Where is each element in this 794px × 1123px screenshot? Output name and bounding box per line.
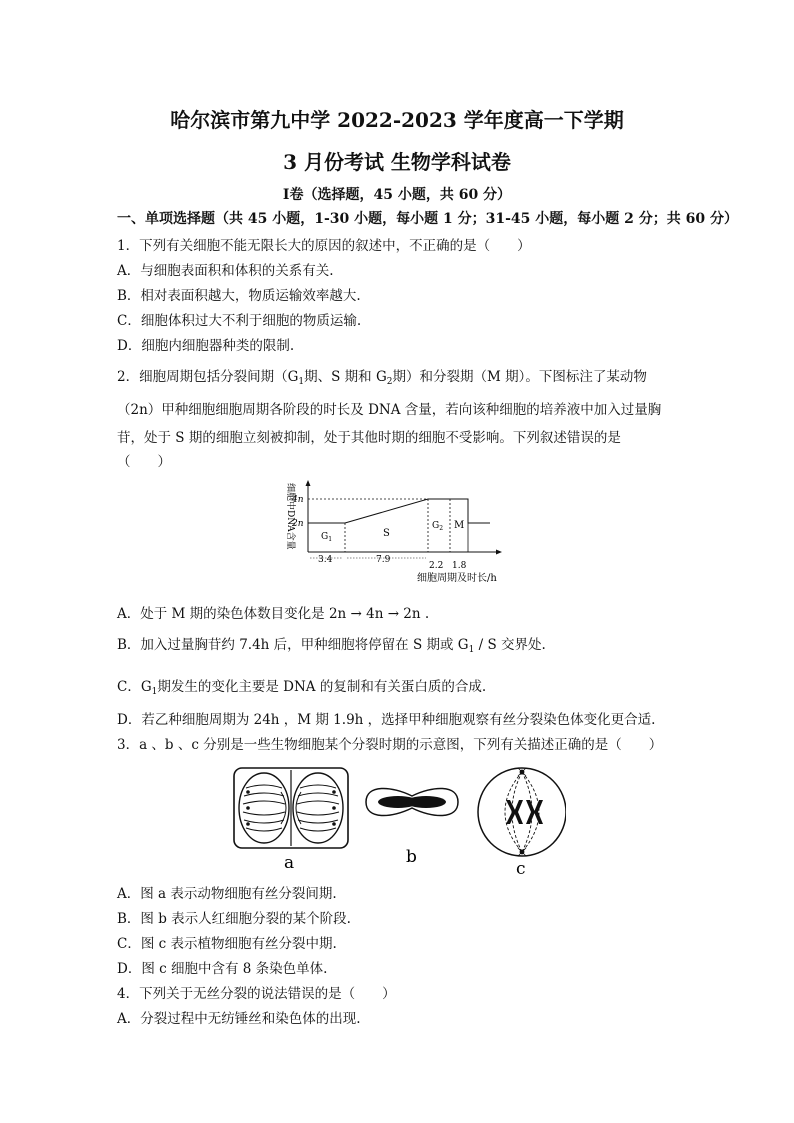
document-title: 哈尔滨市第九中学 2022-2023 学年度高一下学期 [170, 108, 624, 132]
cell-a-label: a [284, 853, 295, 873]
q3-option-d: D．图 c 细胞中含有 8 条染色单体. [117, 961, 328, 977]
q3-option-b: B．图 b 表示人红细胞分裂的某个阶段. [117, 911, 351, 927]
y-tick-4n: 4n [292, 495, 304, 505]
cell-b-diagram [366, 788, 458, 867]
phase-g1: $G_1$ [321, 532, 333, 543]
dna-content-figure [270, 478, 520, 588]
q1-option-c: C．细胞体积过大不利于细胞的物质运输. [117, 313, 362, 329]
part-title: Ⅰ卷（选择题，45 小题，共 60 分） [282, 187, 512, 203]
q4-stem: 4．下列关于无丝分裂的说法错误的是（ ） [117, 986, 396, 1002]
q2-option-b: B．加入过量胸苷约 7.4h 后，甲种细胞将停留在 S 期或 $G_1$ / S 交界处. [117, 637, 546, 655]
phase-g2: $G_2$ [432, 521, 444, 532]
cell-c-label: c [516, 859, 526, 877]
q2-option-a: A．处于 M 期的染色体数目变化是 2n → 4n → 2n . [117, 606, 430, 622]
duration-g2: 2.2 [429, 561, 444, 571]
q3-stem: 3．a 、b 、c 分别是一些生物细胞某个分裂时期的示意图，下列有关描述正确的是（ ） [117, 737, 663, 753]
cell-c-diagram [478, 768, 566, 877]
exam-title: 3 月份考试 生物学科试卷 [283, 150, 511, 174]
q3-option-c: C．图 c 表示植物细胞有丝分裂中期. [117, 936, 337, 952]
figure1-ylabel: 细胞中DNA含量 [285, 483, 295, 550]
q2-option-d: D．若乙种细胞周期为 24h ，M 期 1.9h ，选择甲种细胞观察有丝分裂染色体变化更合适. [117, 712, 656, 728]
duration-g1: 3.4 [318, 555, 333, 565]
section-heading: 一、单项选择题（共 45 小题，1-30 小题，每小题 1 分；31-45 小题，每小题 2 分；共 60 分） [117, 211, 738, 227]
figure1-xlabel: 细胞周期及时长/h [417, 573, 497, 584]
q1-option-d: D．细胞内细胞器种类的限制. [117, 338, 295, 354]
duration-s: 7.9 [376, 555, 391, 565]
q1-option-b: B．相对表面积越大，物质运输效率越大. [117, 288, 361, 304]
y-tick-2n: 2n [292, 519, 304, 529]
q2-stem-line3: 苷，处于 S 期的细胞立刻被抑制，处于其他时期的细胞不受影响。下列叙述错误的是 [117, 430, 621, 446]
q2-stem-line1: 2．细胞周期包括分裂间期（$G_1$期、S 期和 $G_2$期）和分裂期（M 期）。下图标注了某动物 [117, 369, 647, 387]
phase-m: M [454, 520, 465, 531]
q2-stem-line2: （2n）甲种细胞细胞周期各阶段的时长及 DNA 含量，若向该种细胞的培养液中加入过量胸 [117, 402, 662, 418]
q2-option-c: C．$G_1$期发生的变化主要是 DNA 的复制和有关蛋白质的合成. [117, 679, 487, 697]
q2-stem-line4: （ ） [117, 454, 171, 470]
cell-division-figure [226, 762, 566, 877]
phase-s: S [383, 528, 390, 539]
q3-option-a: A．图 a 表示动物细胞有丝分裂间期. [117, 886, 337, 902]
q1-option-a: A．与细胞表面积和体积的关系有关. [117, 263, 334, 279]
q1-stem: 1．下列有关细胞不能无限长大的原因的叙述中，不正确的是（ ） [117, 238, 531, 254]
cell-a-diagram [234, 768, 348, 873]
q4-option-a: A．分裂过程中无纺锤丝和染色体的出现. [117, 1011, 361, 1027]
cell-b-label: b [406, 847, 417, 867]
duration-m: 1.8 [452, 561, 467, 571]
